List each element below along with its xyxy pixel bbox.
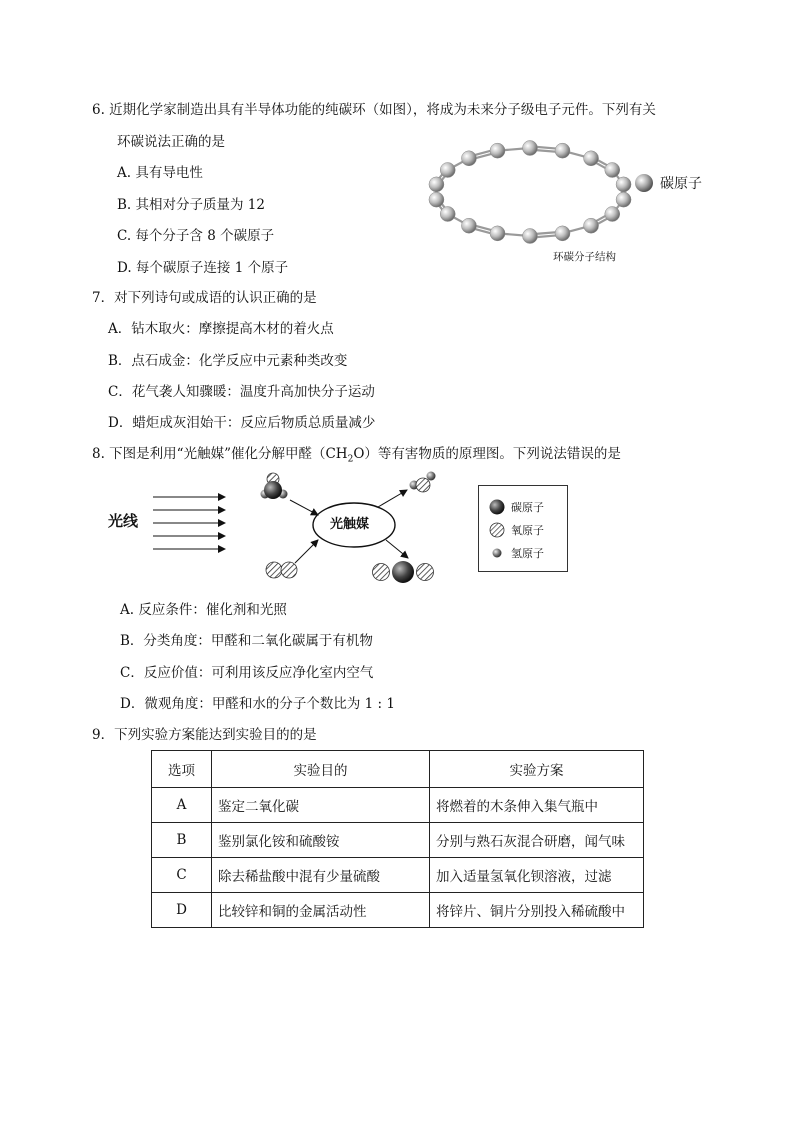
carbon-atom <box>555 143 570 158</box>
carbon-ring-figure <box>420 137 640 262</box>
carbon-atom-icon <box>489 499 505 515</box>
q7-stem: 7．对下列诗句或成语的认识正确的是 <box>92 290 317 306</box>
formaldehyde-molecule-icon <box>261 473 288 499</box>
row-c-option: C <box>152 858 212 893</box>
legend-carbon-label: 碳原子 <box>511 501 544 514</box>
carbon-atom <box>523 141 538 156</box>
carbon-atom <box>605 207 620 222</box>
q8-stem-pre: 8. 下图是利用“光触媒”催化分解甲醛（CH <box>92 446 348 462</box>
legend-hydrogen-label: 氢原子 <box>511 547 544 560</box>
carbon-dioxide-molecule-icon <box>373 561 434 583</box>
light-label: 光线 <box>108 512 139 530</box>
oxygen-molecule-icon <box>266 562 297 578</box>
q8-stem-sub: 2 <box>347 454 354 465</box>
water-molecule-icon <box>410 472 436 493</box>
legend-carbon-atom-icon <box>634 173 654 193</box>
row-b-option: B <box>152 823 212 858</box>
q8-stem <box>92 445 621 469</box>
molecule-legend <box>478 485 568 572</box>
q6-stem-line2: 环碳说法正确的是 <box>117 134 225 150</box>
carbon-atom <box>584 151 599 166</box>
q6-figure-caption: 环碳分子结构 <box>553 251 616 263</box>
row-a-option: A <box>152 788 212 823</box>
table-row <box>152 788 644 823</box>
catalyst-label: 光触媒 <box>330 517 370 532</box>
hydrogen-atom-icon <box>489 545 505 561</box>
row-c-goal: 除去稀盐酸中混有少量硫酸 <box>212 858 430 893</box>
carbon-atom <box>461 151 476 166</box>
header-goal: 实验目的 <box>212 751 430 788</box>
row-b-plan: 分别与熟石灰混合研磨，闻气味 <box>430 823 644 858</box>
legend-oxygen-label: 氧原子 <box>511 524 544 537</box>
carbon-atom <box>616 192 631 207</box>
table-row <box>152 858 644 893</box>
row-a-plan: 将燃着的木条伸入集气瓶中 <box>430 788 644 823</box>
carbon-atom <box>440 207 455 222</box>
header-option: 选项 <box>152 751 212 788</box>
row-d-plan: 将锌片、铜片分别投入稀硫酸中 <box>430 893 644 928</box>
carbon-atom <box>490 143 505 158</box>
row-a-goal: 鉴定二氧化碳 <box>212 788 430 823</box>
row-d-goal: 比较锌和铜的金属活动性 <box>212 893 430 928</box>
q6-option-d: D. 每个碳原子连接 1 个原子 <box>117 260 289 276</box>
q7-option-a: A．钻木取火：摩擦提高木材的着火点 <box>108 321 334 337</box>
q8-stem-post: O）等有害物质的原理图。下列说法错误的是 <box>353 446 621 462</box>
table-row <box>152 893 644 928</box>
legend-row-carbon <box>489 496 544 518</box>
legend-row-hydrogen <box>489 542 544 564</box>
q6-option-c: C. 每个分子含 8 个碳原子 <box>117 228 275 244</box>
carbon-atom <box>429 177 444 192</box>
carbon-atom <box>555 226 570 241</box>
carbon-atom <box>523 229 538 244</box>
light-rays <box>153 497 225 549</box>
row-b-goal: 鉴别氯化铵和硫酸铵 <box>212 823 430 858</box>
header-plan: 实验方案 <box>430 751 644 788</box>
q7-option-c: C．花气袭人知骤暖：温度升高加快分子运动 <box>108 384 375 400</box>
q6-legend-label: 碳原子 <box>660 176 702 192</box>
q8-option-d: D．微观角度：甲醛和水的分子个数比为 1 : 1 <box>120 696 395 712</box>
carbon-atom <box>490 226 505 241</box>
table-header-row <box>152 751 644 788</box>
legend-row-oxygen <box>489 519 544 541</box>
table-row <box>152 823 644 858</box>
q7-option-b: B．点石成金：化学反应中元素种类改变 <box>108 353 348 369</box>
carbon-atom <box>440 163 455 178</box>
carbon-atom <box>616 177 631 192</box>
carbon-atom <box>461 218 476 233</box>
q6-option-b: B. 其相对分子质量为 12 <box>117 197 265 213</box>
row-c-plan: 加入适量氢氧化钡溶液，过滤 <box>430 858 644 893</box>
q8-option-a: A. 反应条件：催化剂和光照 <box>120 602 287 618</box>
q6-stem-line1: 6. 近期化学家制造出具有半导体功能的纯碳环（如图），将成为未来分子级电子元件。下列有关 <box>92 102 656 118</box>
carbon-atom <box>605 163 620 178</box>
row-d-option: D <box>152 893 212 928</box>
oxygen-atom-icon <box>489 522 505 538</box>
q9-experiment-table <box>151 750 644 928</box>
q9-stem: 9．下列实验方案能达到实验目的的是 <box>92 727 317 743</box>
carbon-atom <box>584 218 599 233</box>
q6-option-a: A. 具有导电性 <box>117 165 203 181</box>
q8-option-c: C．反应价值：可利用该反应净化室内空气 <box>120 665 374 681</box>
carbon-atom <box>429 192 444 207</box>
q7-option-d: D．蜡炬成灰泪始干：反应后物质总质量减少 <box>108 415 376 431</box>
q8-option-b: B．分类角度：甲醛和二氧化碳属于有机物 <box>120 633 373 649</box>
